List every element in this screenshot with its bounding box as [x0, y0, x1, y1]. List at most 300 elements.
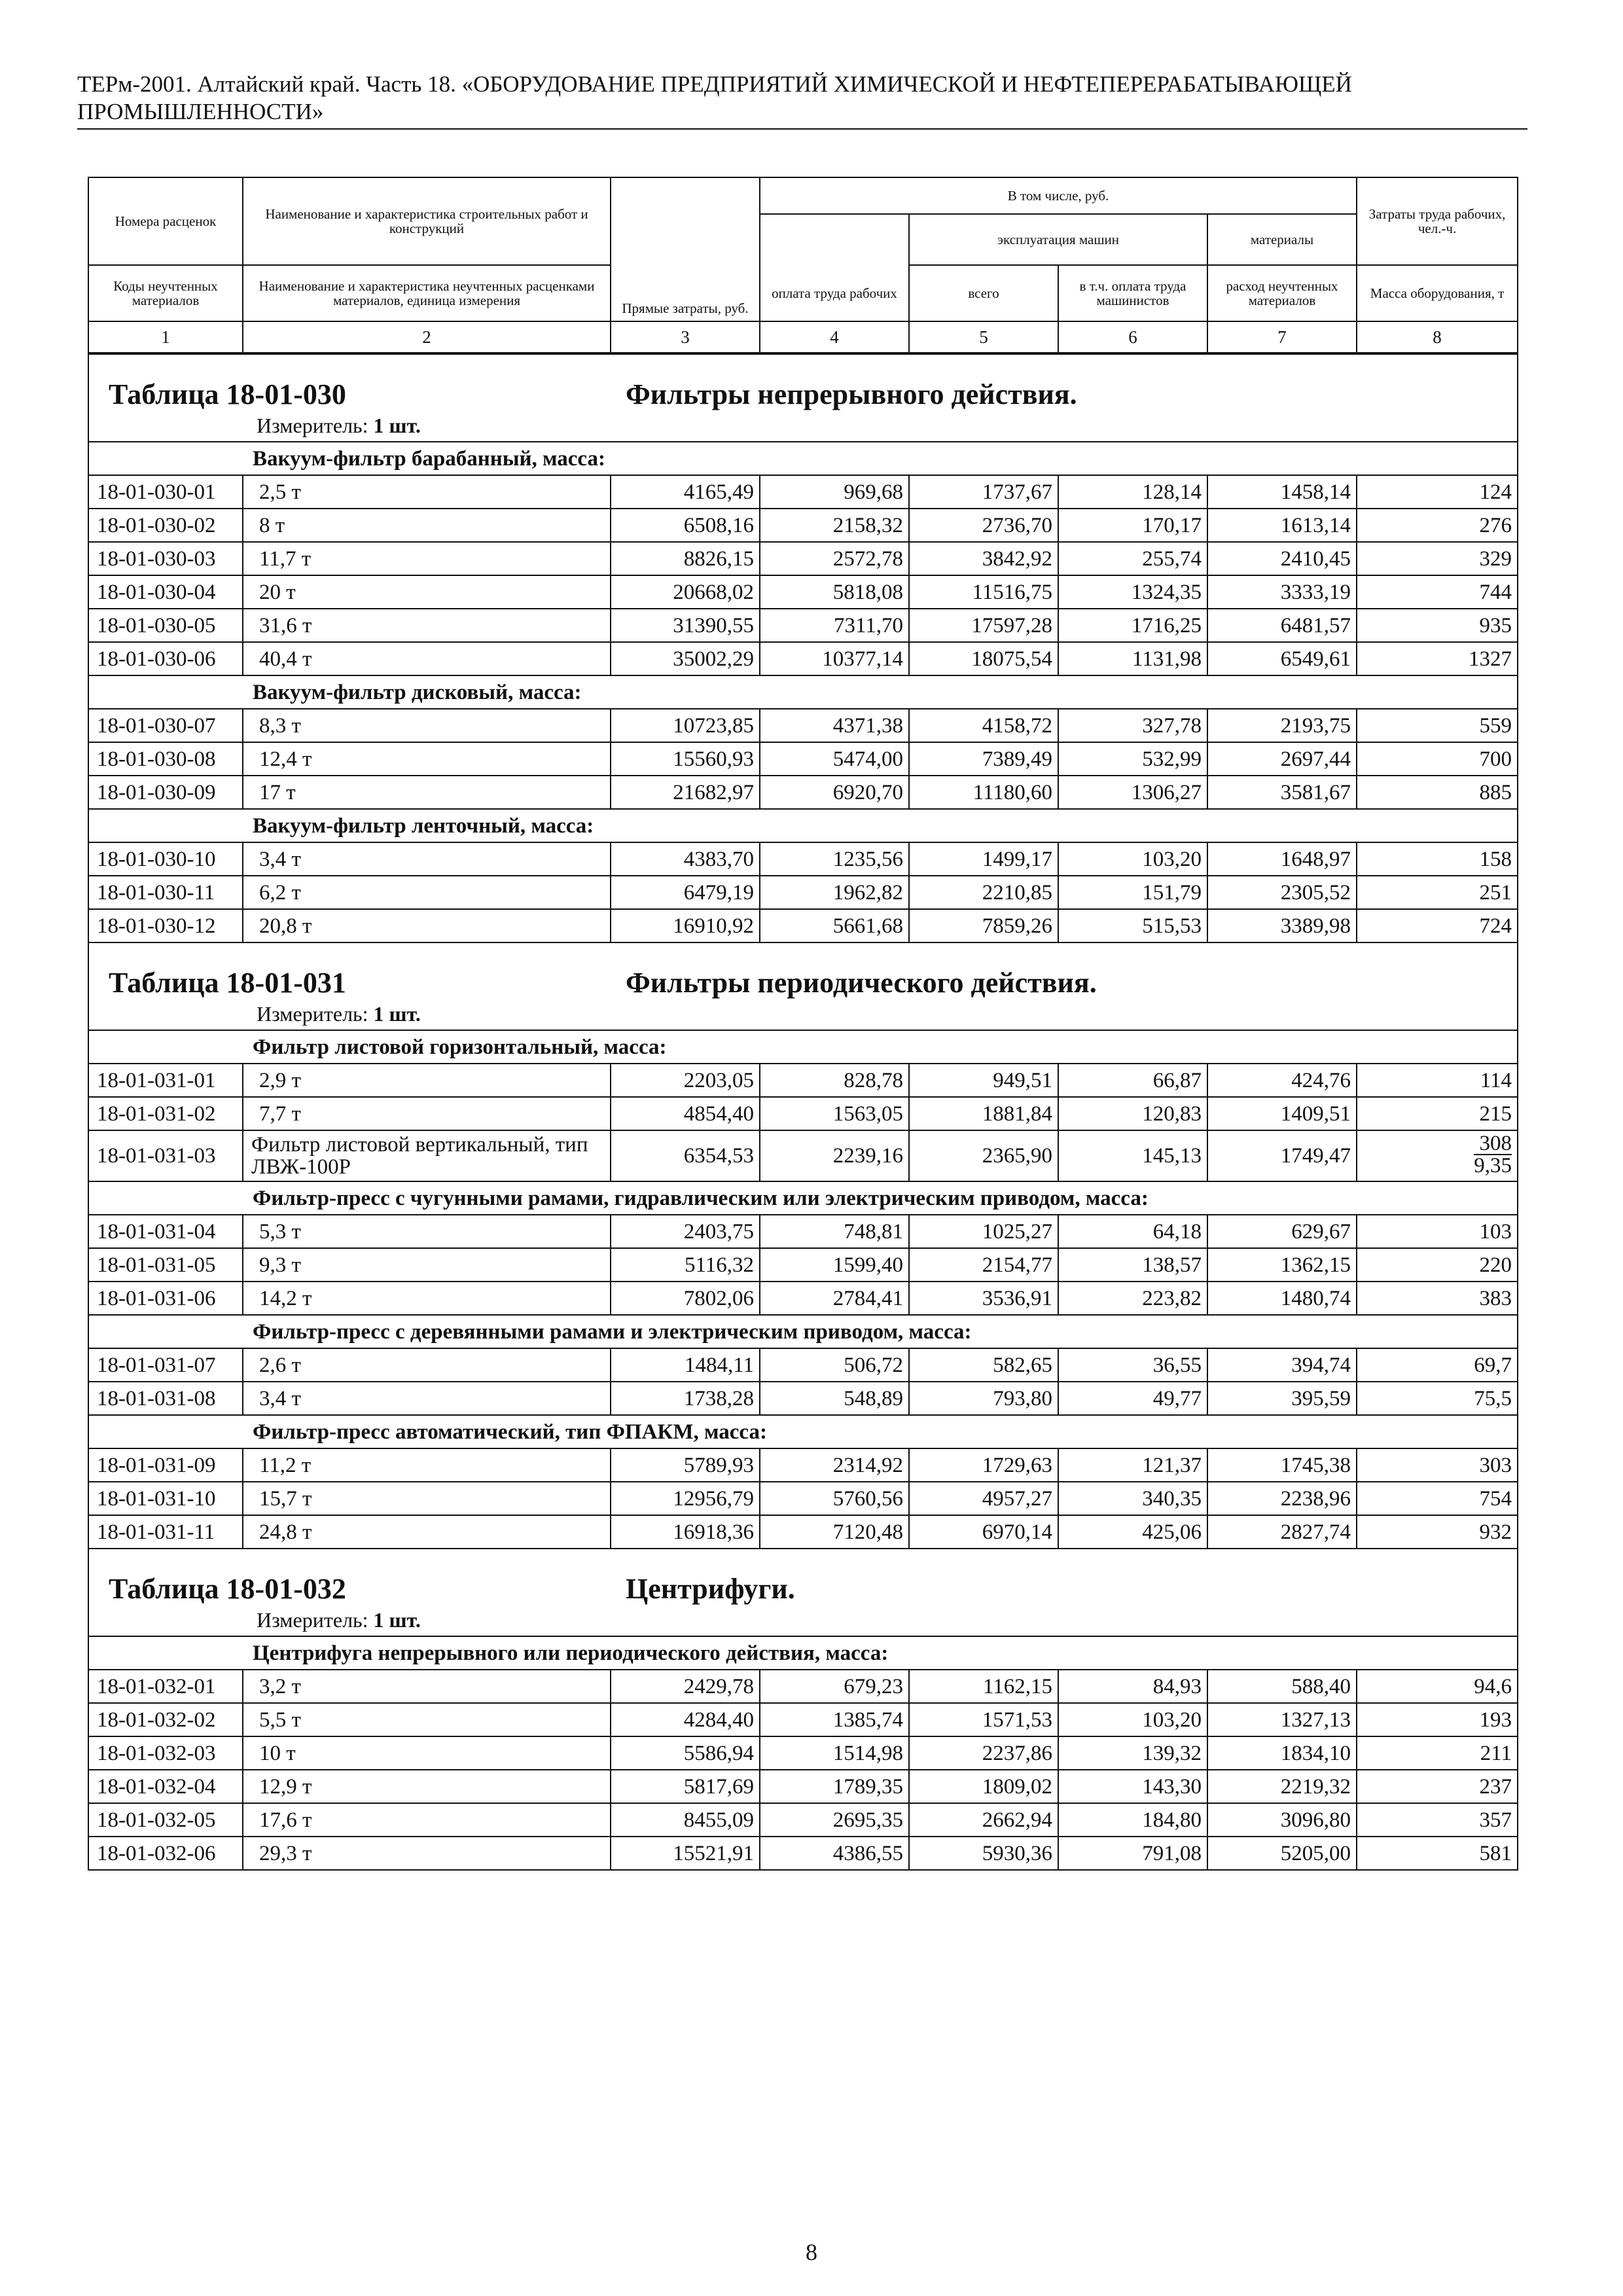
cell-c4: 2784,41 — [760, 1282, 909, 1315]
cell-c5: 2736,70 — [909, 509, 1058, 542]
cell-c8: 220 — [1357, 1248, 1518, 1282]
cell-c6: 151,79 — [1058, 876, 1207, 909]
cell-c6: 120,83 — [1058, 1097, 1207, 1130]
mass-value: 9,35 — [1474, 1154, 1512, 1177]
table-row — [88, 542, 1518, 575]
cell-c5: 1025,27 — [909, 1215, 1058, 1248]
materials-header: материалы — [1207, 214, 1357, 265]
cell-c4: 548,89 — [760, 1382, 909, 1415]
rate-code: 18-01-031-04 — [88, 1215, 243, 1248]
cell-c7: 2697,44 — [1207, 742, 1357, 776]
cell-c7: 6481,57 — [1207, 609, 1357, 642]
cell-c3: 5116,32 — [611, 1248, 760, 1282]
col8-bottom-header: Масса оборудования, т — [1357, 265, 1518, 321]
cell-c3: 2429,78 — [611, 1670, 760, 1703]
cell-c8: 75,5 — [1357, 1382, 1518, 1415]
rate-code: 18-01-031-09 — [88, 1448, 243, 1482]
table-row — [88, 876, 1518, 909]
cell-c3: 6479,19 — [611, 876, 760, 909]
rate-code: 18-01-030-03 — [88, 542, 243, 575]
measure-line — [89, 412, 1517, 439]
measure-row — [88, 412, 1518, 442]
table-row — [88, 909, 1518, 942]
measure-label: Измеритель: — [257, 1608, 368, 1632]
cell-c3: 1484,11 — [611, 1348, 760, 1382]
cell-c6: 138,57 — [1058, 1248, 1207, 1282]
cell-c5: 7859,26 — [909, 909, 1058, 942]
cell-c4: 5661,68 — [760, 909, 909, 942]
cell-c8: 303 — [1357, 1448, 1518, 1482]
cell-c6: 1716,25 — [1058, 609, 1207, 642]
cell-c4: 6920,70 — [760, 776, 909, 809]
table-row — [88, 1130, 1518, 1181]
table-row — [88, 1703, 1518, 1736]
rate-code: 18-01-032-03 — [88, 1736, 243, 1770]
rate-code: 18-01-030-01 — [88, 475, 243, 509]
cell-c7: 5205,00 — [1207, 1837, 1357, 1870]
cell-c5: 4158,72 — [909, 709, 1058, 742]
col1-bottom-header: Коды неучтенных материалов — [88, 265, 243, 321]
rate-name: 20,8 т — [243, 909, 611, 942]
cell-c6: 223,82 — [1058, 1282, 1207, 1315]
table-row — [88, 776, 1518, 809]
cell-c8: 193 — [1357, 1703, 1518, 1736]
cell-c5: 1737,67 — [909, 475, 1058, 509]
column-number: 2 — [243, 321, 611, 353]
cell-c3: 21682,97 — [611, 776, 760, 809]
cell-c8: 211 — [1357, 1736, 1518, 1770]
rate-name: 12,9 т — [243, 1770, 611, 1803]
cell-c7: 2238,96 — [1207, 1482, 1357, 1515]
table-section-title — [88, 942, 1518, 1001]
cell-c3: 35002,29 — [611, 642, 760, 675]
column-number: 1 — [88, 321, 243, 353]
cell-c3: 4284,40 — [611, 1703, 760, 1736]
col4-header: оплата труда рабочих — [760, 265, 909, 321]
cell-c8: 559 — [1357, 709, 1518, 742]
cell-c5: 2662,94 — [909, 1803, 1058, 1837]
rate-name: 2,9 т — [243, 1064, 611, 1097]
table-row — [88, 1348, 1518, 1382]
table-section-title — [88, 354, 1518, 412]
cell-c3: 4165,49 — [611, 475, 760, 509]
rate-name: 11,2 т — [243, 1448, 611, 1482]
cell-c6: 340,35 — [1058, 1482, 1207, 1515]
group-title: Фильтр-пресс с деревянными рамами и электрическим приводом, масса: — [88, 1315, 1518, 1348]
measure-line — [89, 1001, 1517, 1027]
cell-c5: 4957,27 — [909, 1482, 1058, 1515]
cell-c5: 2365,90 — [909, 1130, 1058, 1181]
column-number: 7 — [1207, 321, 1357, 353]
rate-code: 18-01-031-06 — [88, 1282, 243, 1315]
cell-c5: 2210,85 — [909, 876, 1058, 909]
cell-c5: 793,80 — [909, 1382, 1058, 1415]
col3-header: Прямые затраты, руб. — [611, 177, 760, 321]
cell-c7: 394,74 — [1207, 1348, 1357, 1382]
cell-c5: 6970,14 — [909, 1515, 1058, 1549]
rate-name: 12,4 т — [243, 742, 611, 776]
group-title: Вакуум-фильтр дисковый, масса: — [88, 675, 1518, 709]
rate-code: 18-01-032-01 — [88, 1670, 243, 1703]
cell-c7: 1648,97 — [1207, 842, 1357, 876]
cell-c4: 679,23 — [760, 1670, 909, 1703]
col2-top-header: Наименование и характеристика строительных работ и конструкций — [243, 177, 611, 265]
cell-c7: 1749,47 — [1207, 1130, 1357, 1181]
cell-c6: 64,18 — [1058, 1215, 1207, 1248]
cell-c7: 3389,98 — [1207, 909, 1357, 942]
cell-c6: 515,53 — [1058, 909, 1207, 942]
column-number: 3 — [611, 321, 760, 353]
measure-value: 1 шт. — [373, 414, 421, 437]
cell-c4: 7120,48 — [760, 1515, 909, 1549]
rate-code: 18-01-031-03 — [88, 1130, 243, 1181]
rate-name: 2,5 т — [243, 475, 611, 509]
cell-c4: 2314,92 — [760, 1448, 909, 1482]
cell-c6: 170,17 — [1058, 509, 1207, 542]
cell-c7: 1327,13 — [1207, 1703, 1357, 1736]
cell-c6: 49,77 — [1058, 1382, 1207, 1415]
rate-name: 31,6 т — [243, 609, 611, 642]
table-row — [88, 1837, 1518, 1870]
section-heading — [89, 965, 1517, 1001]
cell-c6: 255,74 — [1058, 542, 1207, 575]
cell-c6: 184,80 — [1058, 1803, 1207, 1837]
cell-c4: 1789,35 — [760, 1770, 909, 1803]
cell-c6: 121,37 — [1058, 1448, 1207, 1482]
table-row — [88, 475, 1518, 509]
measure-row — [88, 1001, 1518, 1030]
cell-c7: 3096,80 — [1207, 1803, 1357, 1837]
group-title: Фильтр-пресс с чугунными рамами, гидравлическим или электрическим приводом, масса: — [88, 1181, 1518, 1215]
group-row — [88, 442, 1518, 475]
group-row — [88, 1030, 1518, 1064]
cell-c6: 139,32 — [1058, 1736, 1207, 1770]
column-numbers-row — [88, 321, 1518, 353]
cell-c6: 103,20 — [1058, 842, 1207, 876]
rate-name: 11,7 т — [243, 542, 611, 575]
cell-c8: 932 — [1357, 1515, 1518, 1549]
table-row — [88, 1482, 1518, 1515]
cell-c3: 10723,85 — [611, 709, 760, 742]
measure-line — [89, 1607, 1517, 1633]
cell-c7: 6549,61 — [1207, 642, 1357, 675]
column-number: 8 — [1357, 321, 1518, 353]
section-heading — [89, 377, 1517, 412]
cell-c5: 18075,54 — [909, 642, 1058, 675]
table-row — [88, 1282, 1518, 1315]
group-row — [88, 675, 1518, 709]
group-row — [88, 1415, 1518, 1448]
cell-c7: 2827,74 — [1207, 1515, 1357, 1549]
cell-c3: 4383,70 — [611, 842, 760, 876]
rate-name: 2,6 т — [243, 1348, 611, 1382]
cell-c3: 5817,69 — [611, 1770, 760, 1803]
cell-c4: 1514,98 — [760, 1736, 909, 1770]
cell-c6: 425,06 — [1058, 1515, 1207, 1549]
cell-c5: 1809,02 — [909, 1770, 1058, 1803]
cell-c4: 7311,70 — [760, 609, 909, 642]
cell-c5: 11180,60 — [909, 776, 1058, 809]
rate-code: 18-01-031-02 — [88, 1097, 243, 1130]
table-body — [88, 353, 1518, 1871]
section-title: Центрифуги. — [626, 1573, 795, 1605]
cell-c5: 1571,53 — [909, 1703, 1058, 1736]
cell-c8: 124 — [1357, 475, 1518, 509]
cell-c3: 7802,06 — [611, 1282, 760, 1315]
cell-c5: 11516,75 — [909, 575, 1058, 609]
measure-cell — [88, 412, 1518, 442]
group-title: Вакуум-фильтр ленточный, масса: — [88, 809, 1518, 842]
rate-code: 18-01-030-07 — [88, 709, 243, 742]
cell-c6: 84,93 — [1058, 1670, 1207, 1703]
cell-c7: 2305,52 — [1207, 876, 1357, 909]
table-header — [88, 177, 1518, 353]
cell-c6: 791,08 — [1058, 1837, 1207, 1870]
cell-c7: 629,67 — [1207, 1215, 1357, 1248]
cell-c7: 1480,74 — [1207, 1282, 1357, 1315]
cell-c8: 744 — [1357, 575, 1518, 609]
cell-c7: 588,40 — [1207, 1670, 1357, 1703]
cell-c6: 103,20 — [1058, 1703, 1207, 1736]
cell-c7: 2410,45 — [1207, 542, 1357, 575]
cell-c4: 969,68 — [760, 475, 909, 509]
cell-c3: 15521,91 — [611, 1837, 760, 1870]
cell-c5: 1881,84 — [909, 1097, 1058, 1130]
cell-c4: 2695,35 — [760, 1803, 909, 1837]
cell-c7: 2193,75 — [1207, 709, 1357, 742]
cell-c6: 128,14 — [1058, 475, 1207, 509]
cell-c8: 158 — [1357, 842, 1518, 876]
cell-c5: 949,51 — [909, 1064, 1058, 1097]
group-row — [88, 1315, 1518, 1348]
measure-value: 1 шт. — [373, 1608, 421, 1632]
table-row — [88, 1515, 1518, 1549]
cell-c4: 2239,16 — [760, 1130, 909, 1181]
table-row — [88, 1670, 1518, 1703]
cell-c3: 16910,92 — [611, 909, 760, 942]
cell-c6: 1324,35 — [1058, 575, 1207, 609]
cell-c4: 5818,08 — [760, 575, 909, 609]
cell-c3: 1738,28 — [611, 1382, 760, 1415]
cell-c8: 251 — [1357, 876, 1518, 909]
page-number: 8 — [806, 2239, 817, 2265]
group-title: Центрифуга непрерывного или периодического действия, масса: — [88, 1636, 1518, 1670]
cell-c8: 237 — [1357, 1770, 1518, 1803]
measure-row — [88, 1607, 1518, 1636]
cell-c7: 395,59 — [1207, 1382, 1357, 1415]
column-number: 5 — [909, 321, 1058, 353]
cell-c3: 15560,93 — [611, 742, 760, 776]
cell-c4: 5474,00 — [760, 742, 909, 776]
cell-c3: 4854,40 — [611, 1097, 760, 1130]
cell-c7: 1458,14 — [1207, 475, 1357, 509]
rate-name: 6,2 т — [243, 876, 611, 909]
cell-c3: 8826,15 — [611, 542, 760, 575]
table-row — [88, 1770, 1518, 1803]
cell-c4: 4371,38 — [760, 709, 909, 742]
section-heading — [89, 1571, 1517, 1607]
column-number: 4 — [760, 321, 909, 353]
table-row — [88, 642, 1518, 675]
rate-name: 8,3 т — [243, 709, 611, 742]
rate-name: 15,7 т — [243, 1482, 611, 1515]
table-row — [88, 1448, 1518, 1482]
cell-c8: 700 — [1357, 742, 1518, 776]
cell-c6: 66,87 — [1058, 1064, 1207, 1097]
section-number: Таблица 18-01-031 — [109, 967, 346, 999]
cell-c3: 5789,93 — [611, 1448, 760, 1482]
cell-c6: 145,13 — [1058, 1130, 1207, 1181]
section-title-cell — [88, 1549, 1518, 1607]
measure-label: Измеритель: — [257, 1002, 368, 1026]
cell-c3: 8455,09 — [611, 1803, 760, 1837]
cell-c7: 2219,32 — [1207, 1770, 1357, 1803]
cell-c8: 329 — [1357, 542, 1518, 575]
rate-name: 9,3 т — [243, 1248, 611, 1282]
cell-c7: 3333,19 — [1207, 575, 1357, 609]
rate-name: 20 т — [243, 575, 611, 609]
rate-code: 18-01-031-01 — [88, 1064, 243, 1097]
rate-code: 18-01-030-05 — [88, 609, 243, 642]
cell-c7: 1745,38 — [1207, 1448, 1357, 1482]
rate-code: 18-01-031-08 — [88, 1382, 243, 1415]
cell-c4: 4386,55 — [760, 1837, 909, 1870]
cell-c7: 1834,10 — [1207, 1736, 1357, 1770]
table-row — [88, 1736, 1518, 1770]
group-title: Вакуум-фильтр барабанный, масса: — [88, 442, 1518, 475]
cell-c3: 31390,55 — [611, 609, 760, 642]
group-row — [88, 1181, 1518, 1215]
cell-c6: 1306,27 — [1058, 776, 1207, 809]
cell-c8: 114 — [1357, 1064, 1518, 1097]
cell-c8: 581 — [1357, 1837, 1518, 1870]
rate-code: 18-01-032-05 — [88, 1803, 243, 1837]
cell-c6: 327,78 — [1058, 709, 1207, 742]
cell-c4: 748,81 — [760, 1215, 909, 1248]
rate-name: 14,2 т — [243, 1282, 611, 1315]
cell-c8: 69,7 — [1357, 1348, 1518, 1382]
cell-c5: 1729,63 — [909, 1448, 1058, 1482]
cell-c7: 1409,51 — [1207, 1097, 1357, 1130]
cell-c3: 5586,94 — [611, 1736, 760, 1770]
measure-cell — [88, 1001, 1518, 1030]
col5-header: всего — [909, 265, 1058, 321]
cell-c7: 1613,14 — [1207, 509, 1357, 542]
rate-name: 3,4 т — [243, 1382, 611, 1415]
table-row — [88, 609, 1518, 642]
cell-c8: 103 — [1357, 1215, 1518, 1248]
rate-name: 3,2 т — [243, 1670, 611, 1703]
rate-name: 17 т — [243, 776, 611, 809]
page-header: ТЕРм-2001. Алтайский край. Часть 18. «ОБОРУДОВАНИЕ ПРЕДПРИЯТИЙ ХИМИЧЕСКОЙ И НЕФТЕПЕРЕРАБАТЫВАЮЩЕЙ ПРОМЫШЛЕННОСТИ» — [77, 71, 1527, 130]
section-title-cell — [88, 942, 1518, 1001]
cell-c8: 1327 — [1357, 642, 1518, 675]
col4-spacer — [760, 214, 909, 265]
cell-c8: 94,6 — [1357, 1670, 1518, 1703]
rate-name: 3,4 т — [243, 842, 611, 876]
cell-c6: 36,55 — [1058, 1348, 1207, 1382]
cell-c3: 20668,02 — [611, 575, 760, 609]
cell-c7: 1362,15 — [1207, 1248, 1357, 1282]
rate-code: 18-01-032-06 — [88, 1837, 243, 1870]
rate-name: 40,4 т — [243, 642, 611, 675]
cell-c8: 276 — [1357, 509, 1518, 542]
rate-code: 18-01-030-10 — [88, 842, 243, 876]
table-row — [88, 709, 1518, 742]
cell-c5: 582,65 — [909, 1348, 1058, 1382]
measure-label: Измеритель: — [257, 414, 368, 437]
labor-value: 308 — [1474, 1133, 1512, 1155]
rate-name: 24,8 т — [243, 1515, 611, 1549]
rate-code: 18-01-031-07 — [88, 1348, 243, 1382]
measure-cell — [88, 1607, 1518, 1636]
cell-c5: 2237,86 — [909, 1736, 1058, 1770]
cell-c3: 16918,36 — [611, 1515, 760, 1549]
col1-top-header: Номера расценок — [88, 177, 243, 265]
cell-c8: 935 — [1357, 609, 1518, 642]
cell-c5: 7389,49 — [909, 742, 1058, 776]
cell-c6: 1131,98 — [1058, 642, 1207, 675]
rate-code: 18-01-032-02 — [88, 1703, 243, 1736]
group-row — [88, 1636, 1518, 1670]
machines-header: эксплуатация машин — [909, 214, 1207, 265]
table-row — [88, 1097, 1518, 1130]
table-row — [88, 509, 1518, 542]
rate-code: 18-01-030-12 — [88, 909, 243, 942]
rate-name: 7,7 т — [243, 1097, 611, 1130]
cell-c7: 3581,67 — [1207, 776, 1357, 809]
cell-c6: 143,30 — [1058, 1770, 1207, 1803]
cell-c8: 754 — [1357, 1482, 1518, 1515]
cell-c5: 5930,36 — [909, 1837, 1058, 1870]
rate-code: 18-01-031-05 — [88, 1248, 243, 1282]
cell-c4: 1385,74 — [760, 1703, 909, 1736]
cell-c4: 506,72 — [760, 1348, 909, 1382]
cell-c4: 5760,56 — [760, 1482, 909, 1515]
cell-c4: 2158,32 — [760, 509, 909, 542]
col2-bottom-header: Наименование и характеристика неучтенных расценками материалов, единица измерения — [243, 265, 611, 321]
section-title: Фильтры непрерывного действия. — [626, 378, 1077, 410]
group-row — [88, 809, 1518, 842]
col6-header: в т.ч. оплата труда машинистов — [1058, 265, 1207, 321]
rate-code: 18-01-030-08 — [88, 742, 243, 776]
rate-code: 18-01-031-11 — [88, 1515, 243, 1549]
cell-c4: 2572,78 — [760, 542, 909, 575]
cell-c4: 10377,14 — [760, 642, 909, 675]
rate-name: 5,5 т — [243, 1703, 611, 1736]
section-title: Фильтры периодического действия. — [626, 967, 1097, 999]
cell-c5: 2154,77 — [909, 1248, 1058, 1282]
table-row — [88, 1215, 1518, 1248]
table-section-title — [88, 1549, 1518, 1607]
rate-code: 18-01-030-02 — [88, 509, 243, 542]
table-row — [88, 1382, 1518, 1415]
cell-c8: 383 — [1357, 1282, 1518, 1315]
cell-c5: 17597,28 — [909, 609, 1058, 642]
section-number: Таблица 18-01-032 — [109, 1573, 346, 1605]
rate-code: 18-01-030-09 — [88, 776, 243, 809]
cell-c3: 2403,75 — [611, 1215, 760, 1248]
rate-name: Фильтр листовой вертикальный, тип ЛВЖ-100Р — [243, 1130, 611, 1181]
rate-name: 10 т — [243, 1736, 611, 1770]
rate-name: 17,6 т — [243, 1803, 611, 1837]
table-row — [88, 1248, 1518, 1282]
cell-c8: 357 — [1357, 1803, 1518, 1837]
cell-c3: 6354,53 — [611, 1130, 760, 1181]
rate-name: 5,3 т — [243, 1215, 611, 1248]
rate-code: 18-01-030-04 — [88, 575, 243, 609]
cell-c5: 1499,17 — [909, 842, 1058, 876]
